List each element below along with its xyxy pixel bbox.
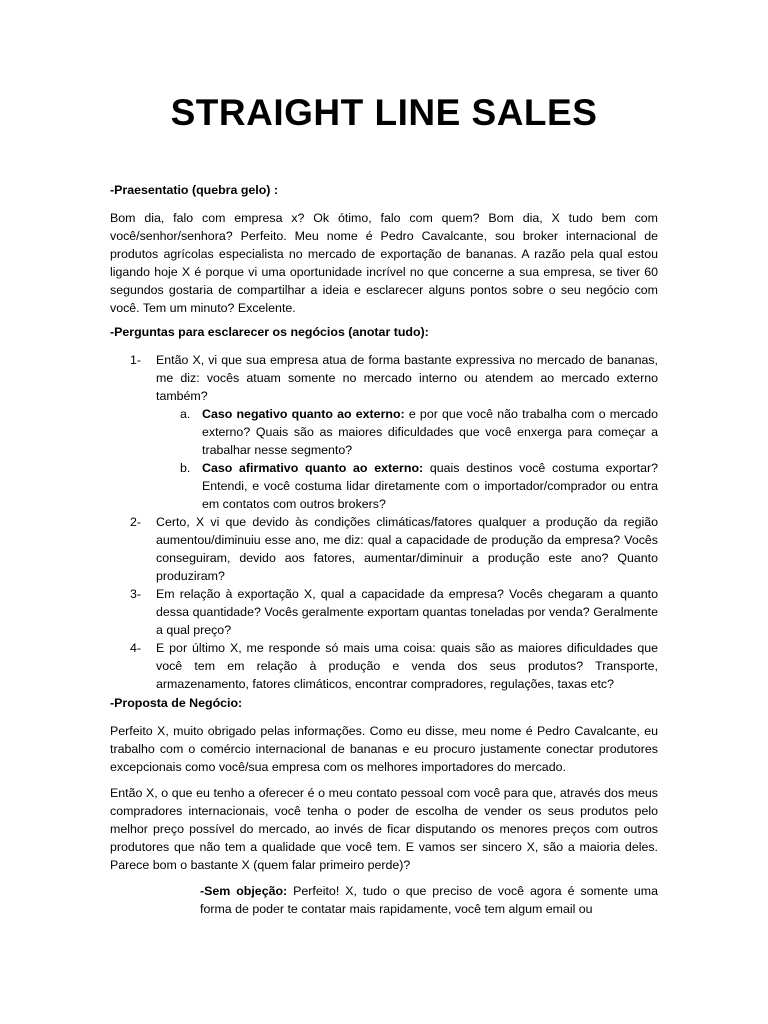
no-objection-text: Perfeito! X, tudo o que preciso de você agora é somente uma forma de poder te contatar mais rapidamente, você tem algum email ou	[200, 884, 658, 916]
sub-list-bold-label: Caso afirmativo quanto ao externo:	[202, 461, 424, 475]
list-item-number: 2-	[130, 515, 142, 529]
list-item	[110, 585, 658, 639]
list-item-text: E por último X, me responde só mais uma coisa: quais são as maiores dificuldades que você tem em relação à produção e venda dos seus produtos? Transporte, armazenamento, fatores climáticos, encontrar compradores, regulações, taxas etc?	[156, 641, 658, 691]
section-heading-questions: -Perguntas para esclarecer os negócios (anotar tudo):	[110, 325, 429, 339]
sub-list-letter: b.	[180, 461, 191, 475]
list-item-number: 3-	[130, 587, 142, 601]
list-item	[110, 639, 658, 693]
sub-list-bold-label: Caso negativo quanto ao externo:	[202, 407, 405, 421]
questions-list	[110, 351, 658, 693]
proposal-paragraph-2: Então X, o que eu tenho a oferecer é o meu contato pessoal com você para que, através dos meus compradores internacionais, você tenha o poder de escolha de vender os seus produtos pelo melhor preço possível do mercado, ao invés de ficar disputando os menores preços com outros produtores que não tem a qualidade que você tem. E vamos ser sincero X, são a maioria deles. Parece bom o bastante X (quem falar primeiro perde)?	[110, 786, 658, 872]
list-item-number: 1-	[130, 353, 142, 367]
presentation-paragraph: Bom dia, falo com empresa x? Ok ótimo, falo com quem? Bom dia, X tudo bem com você/senhor/senhora? Perfeito. Meu nome é Pedro Cavalcante, sou broker internacional de produtos agrícolas especialista no mercado de exportação de bananas. A razão pela qual estou ligando hoje X é porque vi uma oportunidade incrível no que concerne a sua empresa, se tiver 60 segundos gostaria de compartilhar a ideia e esclarecer alguns pontos sobre o seu negócio com você. Tem um minuto? Excelente.	[110, 211, 658, 315]
sub-list-item	[156, 459, 658, 513]
list-item-text: Em relação à exportação X, qual a capacidade da empresa? Vocês chegaram a quanto dessa quantidade? Vocês geralmente exportam quantas toneladas por venda? Geralmente a qual preço?	[156, 587, 658, 637]
list-item	[110, 351, 658, 513]
page-title: STRAIGHT LINE SALES	[170, 92, 598, 133]
sub-list-text: quais destinos você costuma exportar? Entendi, e você costuma lidar diretamente com o importador/comprador ou entra em contatos com outros brokers?	[202, 461, 658, 511]
list-item-text: Certo, X vi que devido às condições climáticas/fatores qualquer a produção da região aumentou/diminuiu esse ano, me diz: qual a capacidade de produção da empresa? Vocês conseguiram, devido aos fatores, aumentar/diminuir a produção este ano? Quanto produziram?	[156, 515, 658, 583]
sub-list-item	[156, 405, 658, 459]
no-objection-paragraph	[200, 882, 658, 918]
section-heading-presentation: -Praesentatio (quebra gelo) :	[110, 183, 278, 197]
section-heading-proposal: -Proposta de Negócio:	[110, 696, 243, 710]
list-item-number: 4-	[130, 641, 142, 655]
proposal-paragraph-1: Perfeito X, muito obrigado pelas informações. Como eu disse, meu nome é Pedro Cavalcante, eu trabalho com o comércio internacional de bananas e eu procuro justamente conectar produtores excepcionais como você/sua empresa com os melhores importadores do mercado.	[110, 724, 658, 774]
list-item-text: Então X, vi que sua empresa atua de forma bastante expressiva no mercado de bananas, me diz: vocês atuam somente no mercado interno ou atendem ao mercado externo também?	[156, 353, 658, 403]
sub-list-text: e por que você não trabalha com o mercado externo? Quais são as maiores dificuldades que você enxerga para começar a trabalhar nesse segmento?	[202, 407, 658, 457]
sub-list-letter: a.	[180, 407, 191, 421]
list-item	[110, 513, 658, 585]
no-objection-label: -Sem objeção:	[200, 884, 288, 898]
